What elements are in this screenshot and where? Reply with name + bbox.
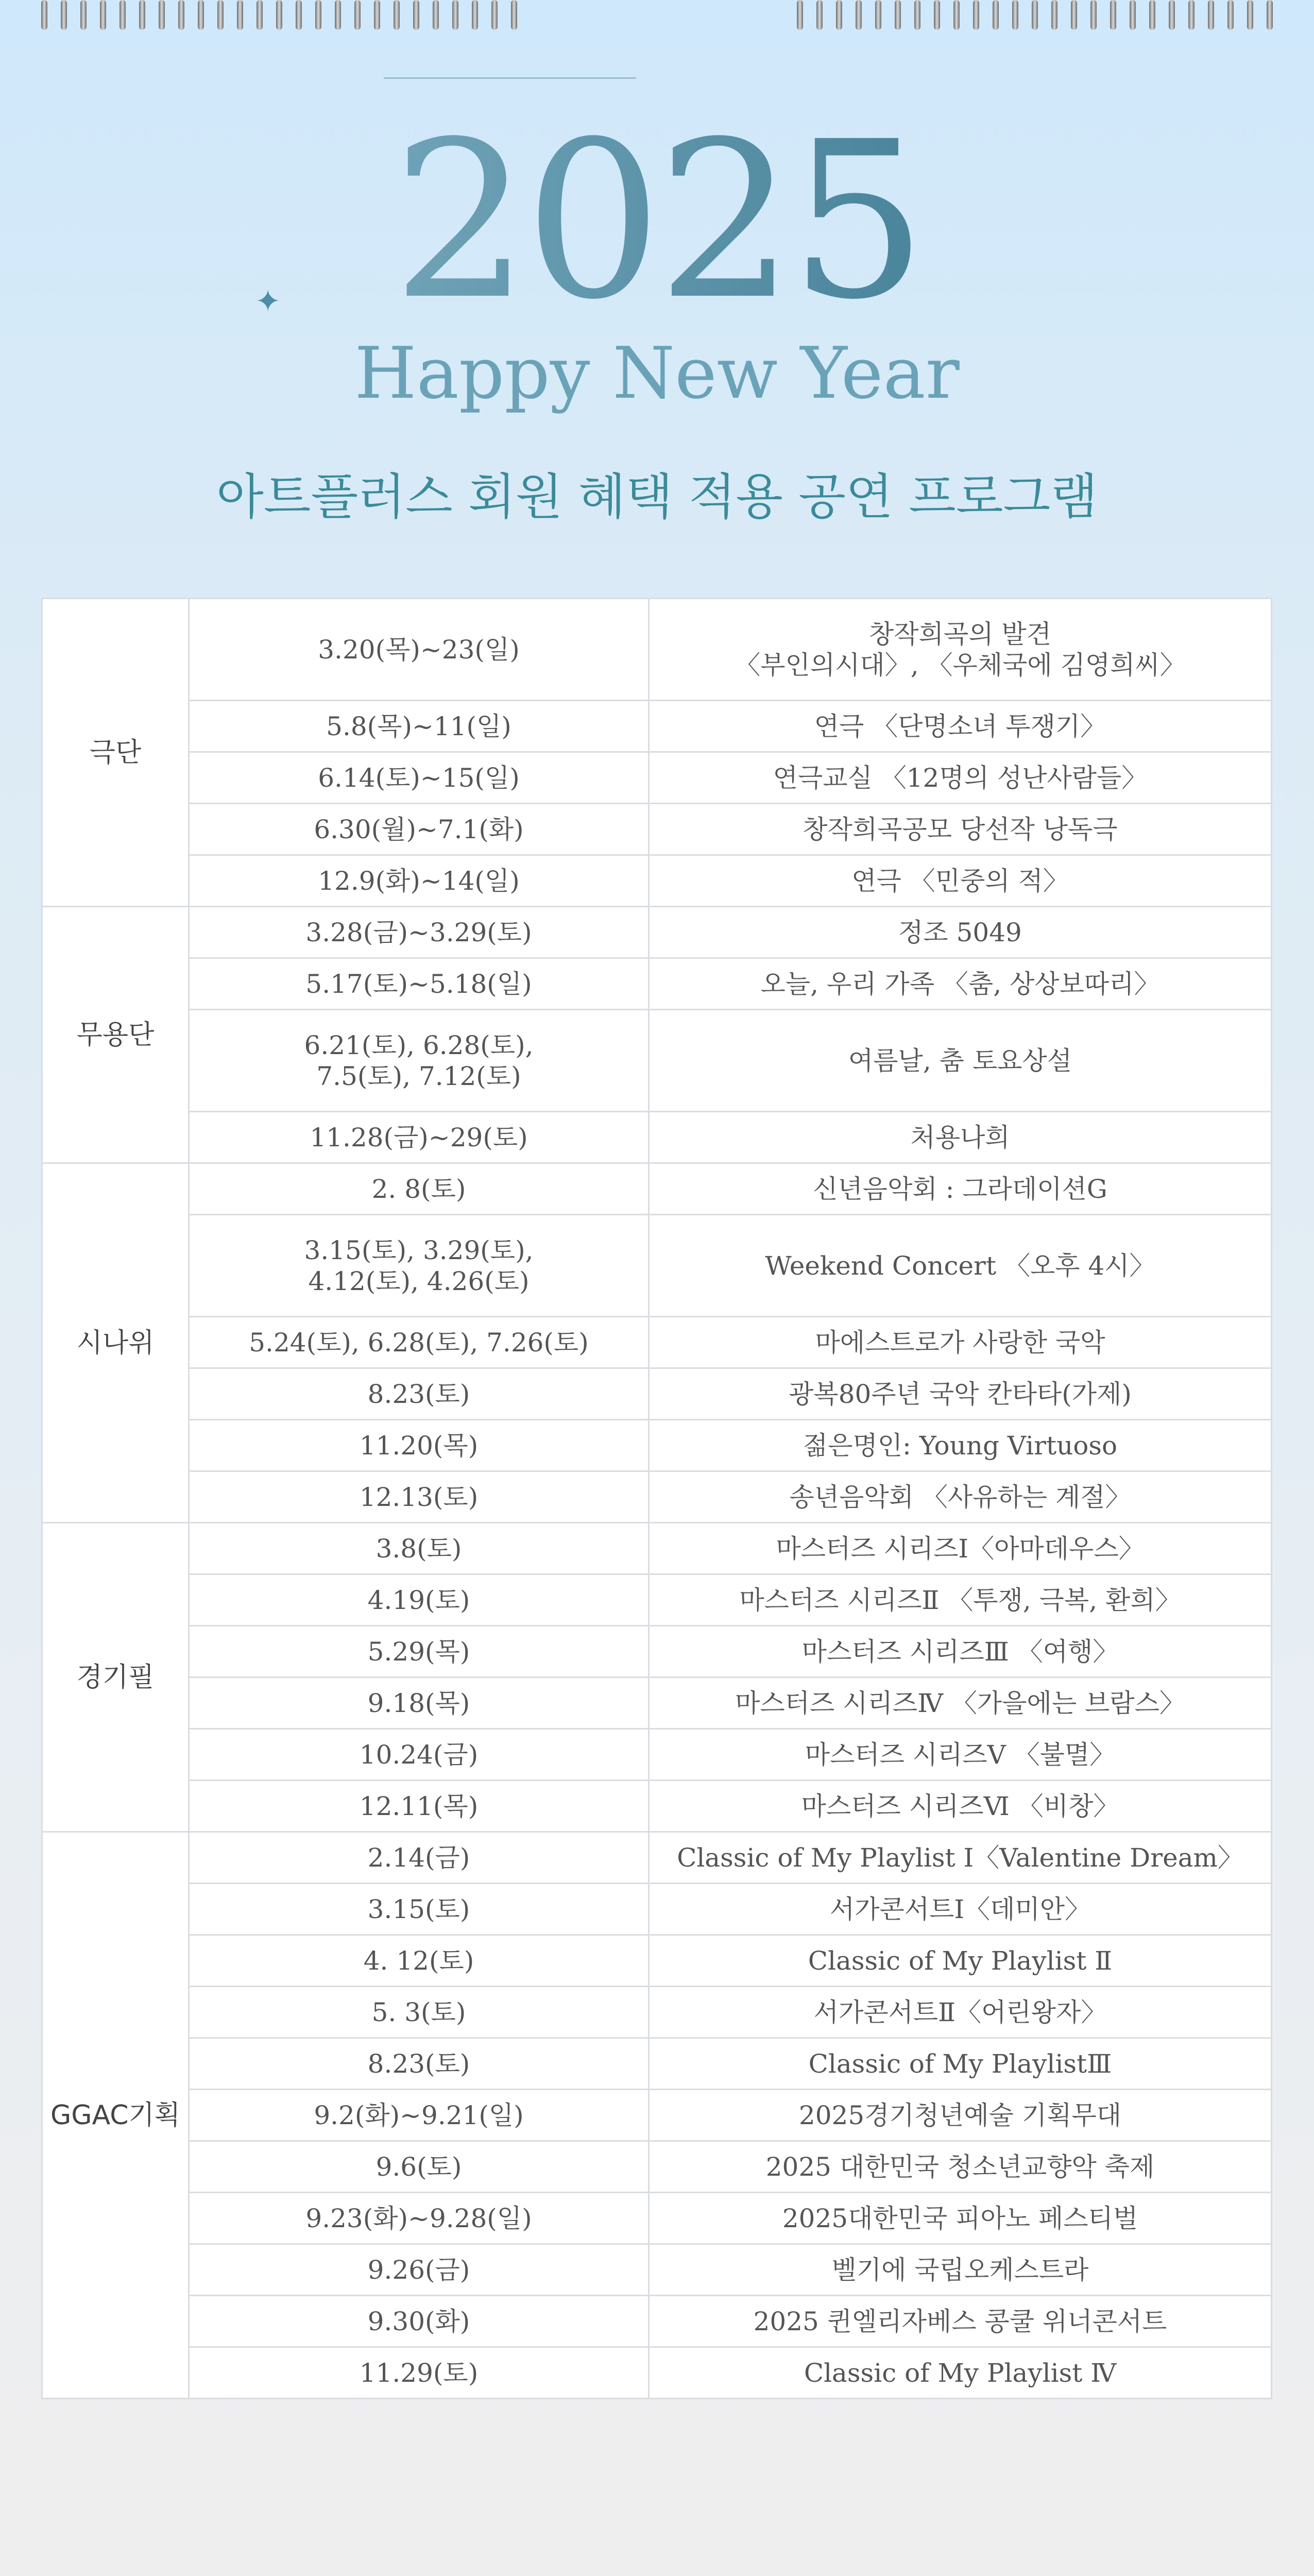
table-row xyxy=(42,958,1272,1010)
table-row xyxy=(42,1987,1272,2038)
program-title: 아트플러스 회원 혜택 적용 공연 프로그램 xyxy=(216,469,1098,526)
event-cell: Classic of My Playlist Ⅳ xyxy=(649,2347,1272,2399)
date-cell: 9.30(화) xyxy=(189,2296,649,2347)
table-row xyxy=(42,1471,1272,1523)
table-row xyxy=(42,1677,1272,1729)
binding-ring xyxy=(934,0,940,30)
event-cell: Classic of My Playlist Ⅱ xyxy=(649,1935,1272,1987)
binding-ring xyxy=(257,0,263,30)
date-cell: 6.14(토)~15(일) xyxy=(189,752,649,804)
binding-ring xyxy=(296,0,302,30)
binding-ring xyxy=(856,0,862,30)
binding-ring xyxy=(511,0,517,30)
event-cell: 서가콘서트Ⅰ〈데미안〉 xyxy=(649,1884,1272,1935)
table-row xyxy=(42,599,1272,701)
date-cell: 3.15(토) xyxy=(189,1884,649,1935)
date-cell: 3.28(금)~3.29(토) xyxy=(189,907,649,958)
event-cell: 창작희곡공모 당선작 낭독극 xyxy=(649,804,1272,855)
table-row xyxy=(42,2244,1272,2296)
event-cell: 마스터즈 시리즈Ⅵ 〈비창〉 xyxy=(649,1781,1272,1832)
table-row xyxy=(42,907,1272,958)
date-cell: 5.29(목) xyxy=(189,1626,649,1677)
binding-ring xyxy=(61,0,67,30)
date-cell: 12.13(토) xyxy=(189,1471,649,1523)
program-table-body xyxy=(42,599,1272,2399)
binding-ring xyxy=(1071,0,1077,30)
program-table xyxy=(41,598,1272,2399)
table-row xyxy=(42,701,1272,752)
binding-ring xyxy=(472,0,478,30)
event-cell: Classic of My Playlist Ⅰ〈Valentine Dream〉 xyxy=(649,1832,1272,1884)
category-cell: 무용단 xyxy=(42,907,189,1163)
date-cell: 3.8(토) xyxy=(189,1523,649,1574)
binding-ring xyxy=(973,0,979,30)
table-row xyxy=(42,2193,1272,2244)
date-cell: 9.18(목) xyxy=(189,1677,649,1729)
calendar-binding-right xyxy=(797,0,1273,36)
date-cell: 5.8(목)~11(일) xyxy=(189,701,649,752)
table-row xyxy=(42,1420,1272,1471)
binding-ring xyxy=(993,0,999,30)
greeting-heading: Happy New Year xyxy=(354,332,960,415)
header-divider xyxy=(384,77,636,79)
date-cell: 3.20(목)~23(일) xyxy=(189,599,649,701)
date-cell: 11.29(토) xyxy=(189,2347,649,2399)
date-cell: 9.23(화)~9.28(일) xyxy=(189,2193,649,2244)
table-row xyxy=(42,2141,1272,2193)
date-cell: 9.6(토) xyxy=(189,2141,649,2193)
binding-ring xyxy=(120,0,126,30)
table-row xyxy=(42,855,1272,907)
table-row xyxy=(42,1368,1272,1420)
date-cell: 4.19(토) xyxy=(189,1574,649,1626)
table-row xyxy=(42,2347,1272,2399)
binding-ring xyxy=(100,0,106,30)
event-cell: 2025경기청년예술 기획무대 xyxy=(649,2090,1272,2141)
event-cell: 송년음악회 〈사유하는 계절〉 xyxy=(649,1471,1272,1523)
binding-ring xyxy=(237,0,243,30)
binding-ring xyxy=(1012,0,1018,30)
date-cell: 3.15(토), 3.29(토), 4.12(토), 4.26(토) xyxy=(189,1215,649,1317)
date-cell: 9.26(금) xyxy=(189,2244,649,2296)
date-cell: 10.24(금) xyxy=(189,1729,649,1781)
binding-ring xyxy=(178,0,184,30)
event-cell: 마스터즈 시리즈Ⅲ 〈여행〉 xyxy=(649,1626,1272,1677)
date-cell: 2. 8(토) xyxy=(189,1163,649,1215)
binding-ring xyxy=(354,0,361,30)
binding-ring xyxy=(914,0,920,30)
table-row xyxy=(42,1884,1272,1935)
binding-ring xyxy=(394,0,400,30)
binding-ring xyxy=(452,0,458,30)
table-row xyxy=(42,1935,1272,1987)
date-cell: 9.2(화)~9.21(일) xyxy=(189,2090,649,2141)
table-row xyxy=(42,1163,1272,1215)
event-cell: 오늘, 우리 가족 〈춤, 상상보따리〉 xyxy=(649,958,1272,1010)
table-row xyxy=(42,2038,1272,2090)
binding-ring xyxy=(217,0,224,30)
event-cell: 광복80주년 국악 칸타타(가제) xyxy=(649,1368,1272,1420)
table-row xyxy=(42,1523,1272,1574)
binding-ring xyxy=(1208,0,1214,30)
category-cell: 시나위 xyxy=(42,1163,189,1523)
binding-ring xyxy=(198,0,204,30)
event-cell: 창작희곡의 발견 〈부인의시대〉, 〈우체국에 김영희씨〉 xyxy=(649,599,1272,701)
binding-ring xyxy=(953,0,960,30)
binding-ring xyxy=(159,0,165,30)
binding-ring xyxy=(1110,0,1116,30)
table-row xyxy=(42,752,1272,804)
binding-ring xyxy=(836,0,842,30)
event-cell: 정조 5049 xyxy=(649,907,1272,958)
event-cell: 연극 〈민중의 적〉 xyxy=(649,855,1272,907)
category-cell: 극단 xyxy=(42,599,189,907)
date-cell: 5.24(토), 6.28(토), 7.26(토) xyxy=(189,1317,649,1368)
sparkle-icon: ✦ xyxy=(255,283,281,319)
event-cell: 마스터즈 시리즈Ⅳ 〈가을에는 브람스〉 xyxy=(649,1677,1272,1729)
binding-ring xyxy=(1188,0,1194,30)
date-cell: 11.28(금)~29(토) xyxy=(189,1112,649,1163)
event-cell: 처용나희 xyxy=(649,1112,1272,1163)
binding-ring xyxy=(1247,0,1253,30)
event-cell: 마스터즈 시리즈Ⅰ〈아마데우스〉 xyxy=(649,1523,1272,1574)
event-cell: 젊은명인: Young Virtuoso xyxy=(649,1420,1272,1471)
event-cell: 2025 대한민국 청소년교향악 축제 xyxy=(649,2141,1272,2193)
binding-ring xyxy=(1051,0,1057,30)
event-cell: Weekend Concert 〈오후 4시〉 xyxy=(649,1215,1272,1317)
event-cell: Classic of My PlaylistⅢ xyxy=(649,2038,1272,2090)
binding-ring xyxy=(80,0,87,30)
date-cell: 8.23(토) xyxy=(189,1368,649,1420)
date-cell: 12.11(목) xyxy=(189,1781,649,1832)
binding-ring xyxy=(797,0,803,30)
table-row xyxy=(42,1317,1272,1368)
date-cell: 6.30(월)~7.1(화) xyxy=(189,804,649,855)
table-row xyxy=(42,1626,1272,1677)
date-cell: 5. 3(토) xyxy=(189,1987,649,2038)
table-row xyxy=(42,1781,1272,1832)
binding-ring xyxy=(276,0,282,30)
binding-ring xyxy=(1130,0,1136,30)
table-row xyxy=(42,1729,1272,1781)
binding-ring xyxy=(335,0,341,30)
binding-ring xyxy=(1032,0,1038,30)
date-cell: 4. 12(토) xyxy=(189,1935,649,1987)
binding-ring xyxy=(433,0,439,30)
event-cell: 신년음악회 : 그라데이션G xyxy=(649,1163,1272,1215)
binding-ring xyxy=(139,0,145,30)
category-cell: 경기필 xyxy=(42,1523,189,1832)
table-row xyxy=(42,1112,1272,1163)
event-cell: 2025 퀸엘리자베스 콩쿨 위너콘서트 xyxy=(649,2296,1272,2347)
binding-ring xyxy=(1227,0,1234,30)
table-row xyxy=(42,1215,1272,1317)
binding-ring xyxy=(41,0,47,30)
event-cell: 마스터즈 시리즈Ⅱ 〈투쟁, 극복, 환희〉 xyxy=(649,1574,1272,1626)
calendar-binding-left xyxy=(41,0,517,36)
binding-ring xyxy=(895,0,901,30)
binding-ring xyxy=(1267,0,1273,30)
date-cell: 8.23(토) xyxy=(189,2038,649,2090)
event-cell: 연극교실 〈12명의 성난사람들〉 xyxy=(649,752,1272,804)
binding-ring xyxy=(1169,0,1175,30)
category-cell: GGAC기획 xyxy=(42,1832,189,2399)
binding-ring xyxy=(491,0,498,30)
binding-ring xyxy=(1090,0,1097,30)
event-cell: 서가콘서트Ⅱ〈어린왕자〉 xyxy=(649,1987,1272,2038)
binding-ring xyxy=(875,0,881,30)
date-cell: 11.20(목) xyxy=(189,1420,649,1471)
event-cell: 벨기에 국립오케스트라 xyxy=(649,2244,1272,2296)
event-cell: 마스터즈 시리즈Ⅴ 〈불멸〉 xyxy=(649,1729,1272,1781)
date-cell: 2.14(금) xyxy=(189,1832,649,1884)
event-cell: 마에스트로가 사랑한 국악 xyxy=(649,1317,1272,1368)
table-row xyxy=(42,1574,1272,1626)
event-cell: 2025대한민국 피아노 페스티벌 xyxy=(649,2193,1272,2244)
binding-ring xyxy=(315,0,321,30)
table-row xyxy=(42,1010,1272,1112)
binding-ring xyxy=(1149,0,1155,30)
table-row xyxy=(42,1832,1272,1884)
date-cell: 12.9(화)~14(일) xyxy=(189,855,649,907)
table-row xyxy=(42,2090,1272,2141)
binding-ring xyxy=(413,0,419,30)
binding-ring xyxy=(374,0,380,30)
date-cell: 6.21(토), 6.28(토), 7.5(토), 7.12(토) xyxy=(189,1010,649,1112)
event-cell: 여름날, 춤 토요상설 xyxy=(649,1010,1272,1112)
year-heading: 2025 xyxy=(0,113,1314,330)
date-cell: 5.17(토)~5.18(일) xyxy=(189,958,649,1010)
table-row xyxy=(42,2296,1272,2347)
event-cell: 연극 〈단명소녀 투쟁기〉 xyxy=(649,701,1272,752)
table-row xyxy=(42,804,1272,855)
binding-ring xyxy=(816,0,823,30)
